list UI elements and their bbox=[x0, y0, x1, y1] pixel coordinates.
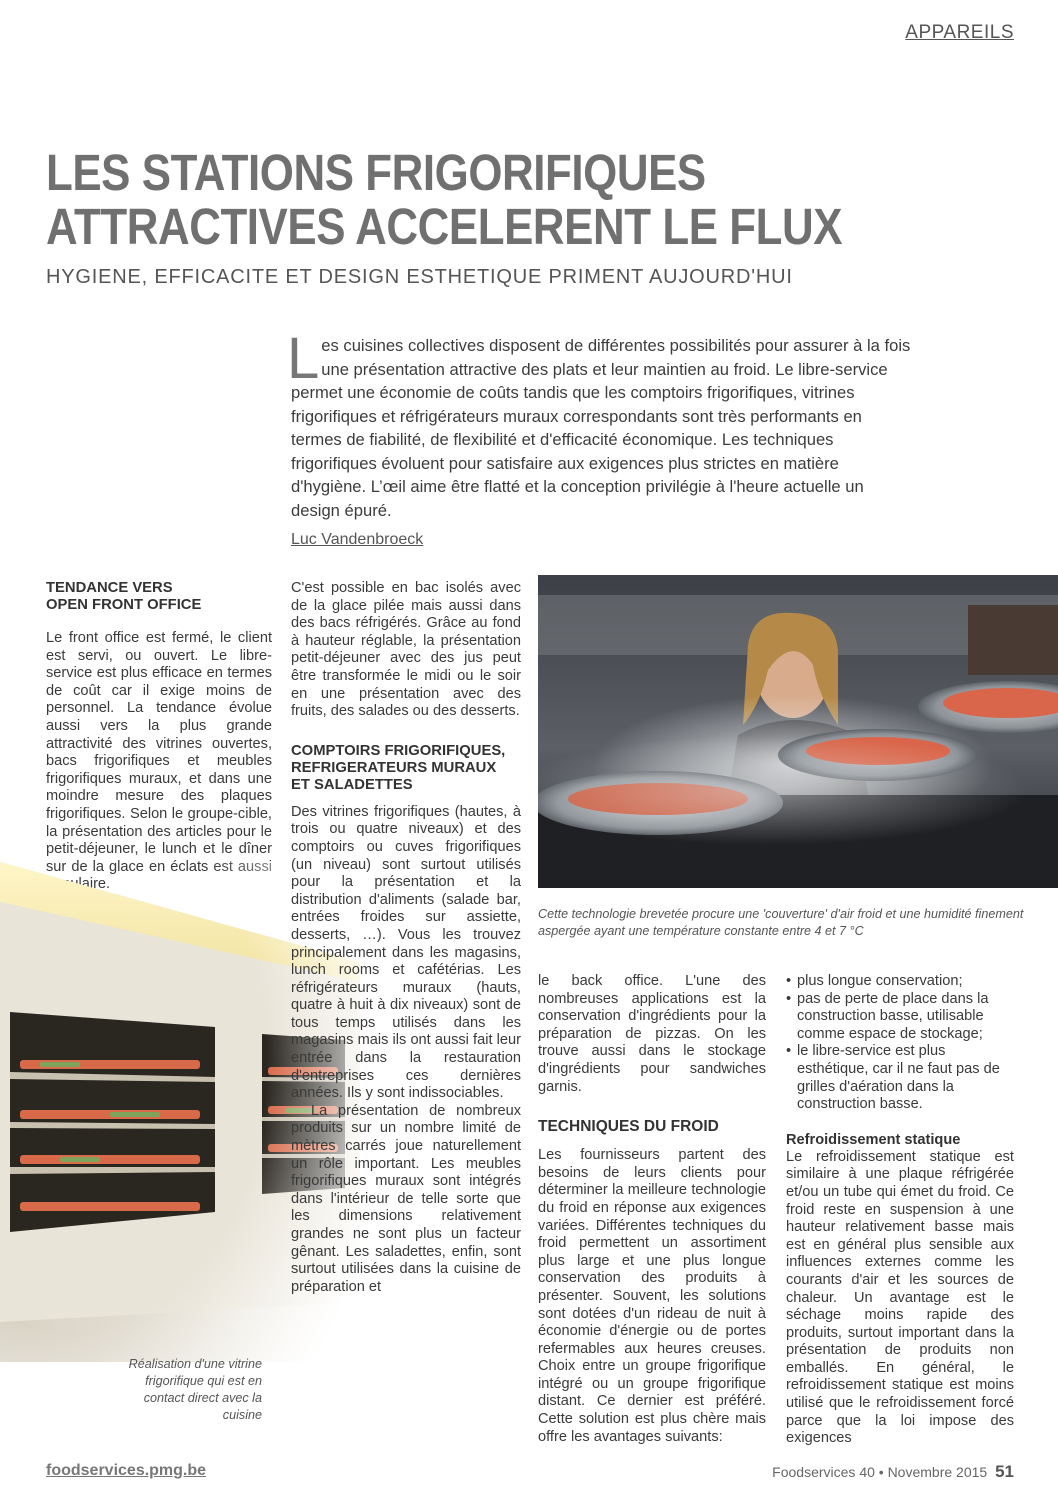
buffet-service-photo bbox=[538, 575, 1058, 888]
author-byline[interactable]: Luc Vandenbroeck bbox=[291, 531, 424, 548]
footer-issue: Foodservices 40 • Novembre 2015 bbox=[772, 1464, 988, 1480]
col3-heading: TECHNIQUES DU FROID bbox=[538, 1118, 719, 1136]
col3-paragraph-2: Les fournisseurs partent des besoins de leurs clients pour déterminer la meilleure technologie du froid en réponse aux exigences variées. Différentes techniques du froid permettent un assortiment plus large et une plus longue conservation des produits à présenter. Souvent, les solutions sont dotées d'un rideau de nuit à économie d'énergie ou de portes refermables aux heures creuses. Choix entre un groupe frigorifique intégré ou un groupe frigorifique distant. Ce dernier est préféré. Cette solution est plus chère mais offre les avantages suivants: bbox=[538, 1147, 766, 1445]
col1-heading-line-2: OPEN FRONT OFFICE bbox=[46, 597, 202, 613]
section-tag[interactable]: APPAREILS bbox=[905, 22, 1014, 43]
drop-cap: L bbox=[287, 326, 320, 391]
col2-heading-line-2: REFRIGERATEURS MURAUX bbox=[291, 759, 497, 776]
column-3 bbox=[538, 973, 766, 1446]
column-2 bbox=[291, 580, 521, 1296]
col3-paragraph-1: le back office. L'une des nombreuses applications est la conservation d'ingrédients pour la préparation de pizzas. On les trouve aussi dans le stockage d'ingrédients pour sandwiches garnis. bbox=[538, 973, 766, 1095]
list-item: • le libre-service est plus esthétique, car il ne faut pas de grilles d'aération dans la construction basse. bbox=[786, 1043, 1014, 1113]
footer-issue-info bbox=[772, 1462, 1014, 1482]
column-1 bbox=[46, 580, 272, 894]
page-number: 51 bbox=[995, 1462, 1014, 1481]
buffet-photo-caption: Cette technologie brevetée procure une 'couverture' d'air froid et une humidité finement aspergée ayant une température constante entre 4 et 7 °C bbox=[538, 907, 1024, 938]
col2-paragraph-3: La présentation de nombreux produits sur un nombre limité de mètres carrés joue naturellement un rôle important. Les meubles frigorifiques muraux sont intégrés dans l'intérieur de telle sorte que les dimensions relativement grandes ne sont plus un facteur gênant. Les saladettes, enfin, sont surtout utilisées dans la cuisine de préparation et bbox=[291, 1102, 521, 1295]
footer-website-link[interactable]: foodservices.pmg.be bbox=[46, 1462, 207, 1479]
list-item: • pas de perte de place dans la construction basse, utilisable comme espace de stockage; bbox=[786, 991, 1014, 1044]
col2-heading-line-1: COMPTOIRS FRIGORIFIQUES, bbox=[291, 742, 506, 759]
col2-paragraph-2: Des vitrines frigorifiques (hautes, à trois ou quatre niveaux) et des comptoirs ou cuves frigorifiques (un niveau) sont surtout utilisés pour la présentation et la distribution d'aliments (salade bar, entrées froides sur assiette, desserts, …). Vous les trouvez principalement dans les magasins, lunch rooms et cafétérias. Les réfrigérateurs muraux (hauts, quatre à huit à dix niveaux) sont de tous temps utilisés dans les magasins mais ils ont aussi fait leur entrée dans la restauration d'entreprises ces dernières années. Ils y sont indissociables. bbox=[291, 803, 521, 1102]
col1-heading-line-1: TENDANCE VERS bbox=[46, 580, 173, 596]
col4-paragraph: Le refroidissement statique est similaire à une plaque réfrigérée et/ou un tube qui émet du froid. Ce froid reste en suspension à une hauteur relativement basse mais est en général plus sensible aux influences externes comme les courants d'air et les sources de chaleur. Un avantage est le séchage moins rapide des produits, surtout important dans la présentation de produits non emballés. En général, le refroidissement statique est moins utilisé que le refroidissement forcé parce que la loi impose des exigences bbox=[786, 1148, 1014, 1447]
column-4 bbox=[786, 973, 1014, 1448]
col4-subheading: Refroidissement statique bbox=[786, 1131, 961, 1148]
article-title-line-2: ATTRACTIVES ACCELERENT LE FLUX bbox=[46, 198, 843, 255]
col2-paragraph-1: C'est possible en bac isolés avec de la glace pilée mais aussi dans des bacs réfrigérés. Grâce au fond à hauteur réglable, la présentation petit-déjeuner avec des jus peut être transformée le midi ou le soir en une présentation avec des fruits, des salades ou des desserts. bbox=[291, 580, 521, 720]
article-subtitle: HYGIENE, EFFICACITE ET DESIGN ESTHETIQUE PRIMENT AUJOURD'HUI bbox=[46, 266, 793, 288]
intro-paragraph bbox=[287, 326, 916, 522]
intro-text: es cuisines collectives disposent de différentes possibilités pour assurer à la fois une présentation attractive des plats et leur maintien au froid. Le libre-service permet une économie de coûts tandis que les comptoirs frigorifiques, vitrines frigorifiques et réfrigérateurs muraux correspondants sont très performants en termes de fiabilité, de flexibilité et d'efficacité économique. Les techniques frigorifiques évoluent pour satisfaire aux exigences plus strictes en matière d'hygiène. L’œil aime être flatté et la conception privilégie à l'heure actuelle un design épuré. bbox=[291, 336, 911, 520]
col2-heading-line-3: ET SALADETTES bbox=[291, 776, 413, 793]
article-title-line-1: LES STATIONS FRIGORIFIQUES bbox=[46, 144, 706, 201]
fridge-photo-caption: Réalisation d'une vitrine frigorifique qui est en contact direct avec la cuisine bbox=[128, 1357, 262, 1422]
buffet-service-illustration bbox=[538, 575, 1058, 888]
col1-paragraph: Le front office est fermé, le client est servi, ou ouvert. Le libre-service est plus efficace en termes de coût car il exige moins de personnel. La tendance évolue aussi vers la plus grande attractivité des vitrines ouvertes, bacs frigorifiques et meubles frigorifiques muraux, et dans une moindre mesure des plaques frigorifiques. Selon le groupe-cible, la présentation des articles pour le petit-déjeuner, le lunch et le dîner bbox=[46, 630, 272, 858]
list-item: • plus longue conservation; bbox=[786, 973, 1014, 991]
advantages-list bbox=[786, 973, 1014, 1114]
article-title bbox=[46, 146, 889, 254]
